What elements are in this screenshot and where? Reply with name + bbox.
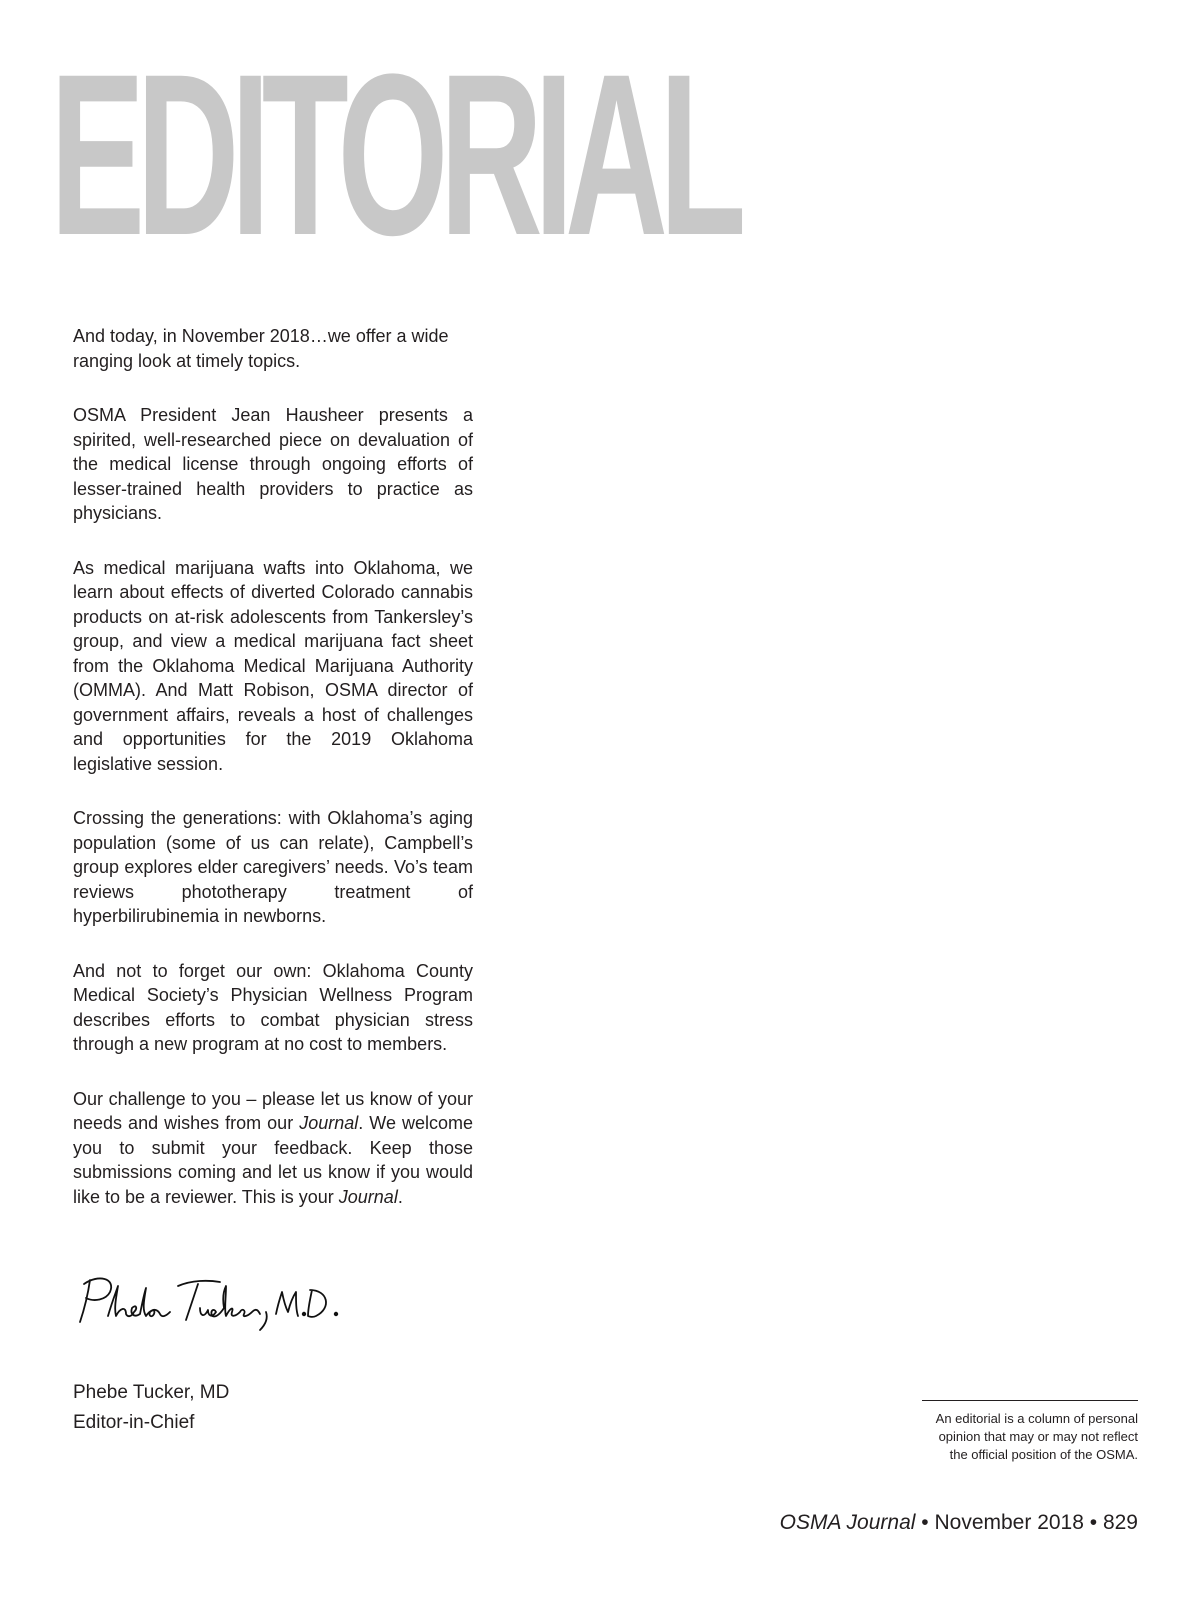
journal-italic-1: Journal bbox=[299, 1113, 359, 1133]
page-footer bbox=[780, 1510, 1138, 1536]
footer-journal: OSMA Journal bbox=[779, 1511, 916, 1534]
disclaimer-line: the official position of the OSMA. bbox=[949, 1447, 1138, 1462]
paragraph-marijuana: As medical marijuana wafts into Oklahoma, we learn about effects of diverted Colorado cannabis products on at-risk adolescents from Tankersley’s group, and view a medical marijuana fact sheet from the Oklahoma Medical Marijuana Authority (OMMA). And Matt Robison, OSMA director of government affairs, reveals a host of challenges and opportunities for the 2019 Oklahoma legislative session. bbox=[73, 557, 473, 774]
paragraph-generations: Crossing the generations: with Oklahoma’s aging population (some of us can relate), Campbell’s group explores elder caregivers’ needs. Vo’s team reviews phototherapy treatment of hyperbilirubinemia in newborns. bbox=[73, 808, 473, 926]
author-role: Editor-in-Chief bbox=[73, 1412, 195, 1433]
page-number: 829 bbox=[1102, 1511, 1138, 1534]
paragraph-president: OSMA President Jean Hausheer presents a spirited, well-researched piece on devaluation of the medical license through ongoing efforts of lesser-trained health providers to practice as physicians. bbox=[73, 405, 473, 523]
disclaimer-line: opinion that may or may not reflect bbox=[938, 1429, 1138, 1444]
footer-date: November 2018 bbox=[934, 1511, 1084, 1534]
paragraph-wellness: And not to forget our own: Oklahoma County Medical Society’s Physician Wellness Program describes efforts to combat physician stress through a new program at no cost to members. bbox=[73, 960, 473, 1054]
disclaimer-line: An editorial is a column of personal bbox=[935, 1411, 1138, 1426]
challenge-text-1: Our challenge to you – please let us know of your needs and wishes from our bbox=[73, 1088, 473, 1133]
footer-separator: • bbox=[1089, 1511, 1098, 1534]
page-title: EDITORIAL bbox=[50, 26, 738, 283]
disclaimer-divider bbox=[922, 1400, 1138, 1401]
author-block bbox=[73, 1378, 229, 1438]
journal-italic-2: Journal bbox=[338, 1186, 398, 1207]
disclaimer-note bbox=[900, 1410, 1138, 1464]
challenge-text-3: . bbox=[397, 1186, 403, 1207]
author-name: Phebe Tucker, MD bbox=[73, 1382, 230, 1403]
paragraph-challenge bbox=[73, 1087, 473, 1210]
editorial-body bbox=[73, 324, 473, 1239]
footer-separator: • bbox=[921, 1511, 929, 1534]
handwritten-signature bbox=[70, 1272, 340, 1342]
paragraph-intro: And today, in November 2018…we offer a wide ranging look at timely topics. bbox=[73, 326, 449, 371]
challenge-text-2: . We welcome you to submit your feedback. Keep those submissions coming and let us know if you would like to be a reviewer. This is your bbox=[73, 1113, 474, 1207]
